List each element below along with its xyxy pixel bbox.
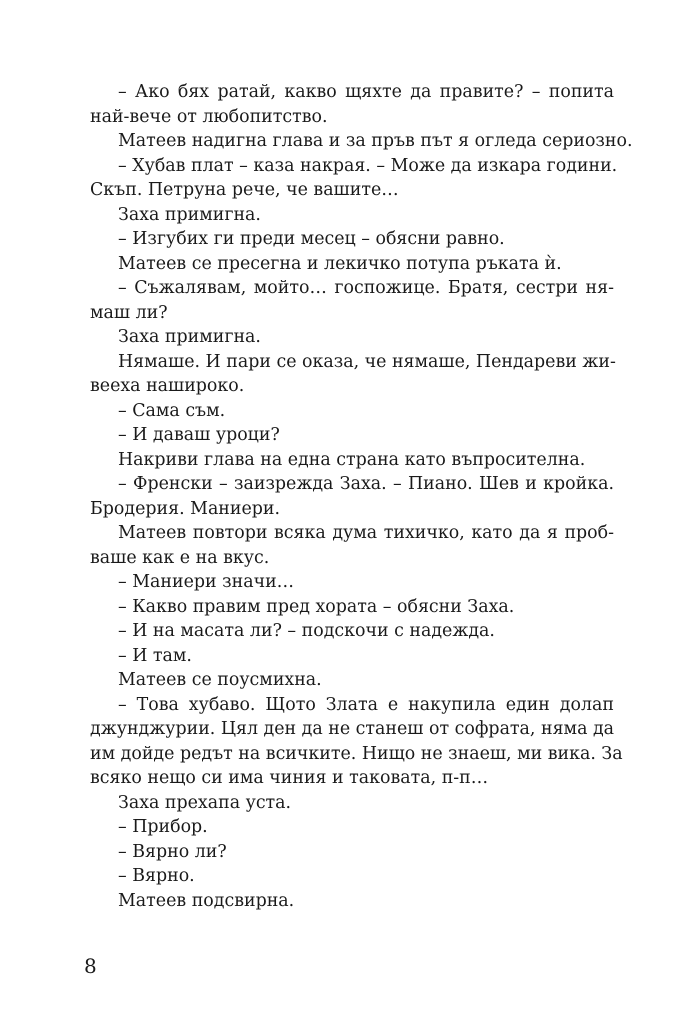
text-line: Нямаше. И пари се оказа, че нямаше, Пендареви жи- — [118, 351, 616, 372]
text-line: Матеев надигна глава и за пръв път я огледа сериозно. — [118, 131, 633, 151]
text-line: ваше как е на вкус. — [90, 547, 270, 568]
text-line: вееха нашироко. — [90, 376, 245, 396]
text-line: най-вече от любопитство. — [90, 106, 328, 127]
body-text — [90, 80, 633, 913]
text-line: Матеев се поусмихна. — [118, 670, 322, 690]
page-number: 8 — [84, 954, 97, 978]
text-line: Бродерия. Маниери. — [90, 498, 281, 519]
text-line: Накриви глава на една страна като въпросителна. — [118, 449, 586, 470]
text-line: – И там. — [118, 645, 192, 666]
text-line: – Хубав плат – каза накрая. – Може да изкара години. — [118, 155, 618, 176]
text-line: – Това хубаво. Щото Злата е накупила един долап — [118, 694, 614, 715]
text-line: – Сама съм. — [118, 400, 226, 421]
text-line: – Какво правим пред хората – обясни Заха. — [118, 596, 515, 617]
text-line: джунджурии. Цял ден да не станеш от софрата, няма да — [90, 719, 615, 739]
text-line: – И даваш уроци? — [118, 425, 280, 445]
text-line: им дойде редът на всичките. Нищо не знаеш, ми вика. За — [90, 743, 623, 764]
text-line: – Изгубих ги преди месец – обясни равно. — [118, 229, 505, 249]
text-line: – И на масата ли? – подскочи с надежда. — [118, 621, 495, 641]
text-line: – Вярно. — [118, 866, 195, 886]
text-line: Скъп. Петруна рече, че вашите… — [90, 180, 399, 200]
text-line: – Съжалявам, мойто… госпожице. Братя, сестри ня- — [118, 278, 614, 298]
text-line: Матеев повтори всяка дума тихичко, като да я проб- — [118, 523, 614, 543]
text-line: – Ако бях ратай, какво щяхте да правите? – попита — [118, 82, 614, 102]
text-line: маш ли? — [90, 302, 168, 323]
text-line: – Прибор. — [118, 817, 208, 837]
text-line: Матеев подсвирна. — [118, 890, 295, 911]
text-line: всяко нещо си има чиния и таковата, п-п… — [90, 768, 489, 788]
text-line: Заха примигна. — [118, 204, 261, 225]
text-line: – Вярно ли? — [118, 841, 227, 862]
text-line: Заха примигна. — [118, 327, 261, 347]
text-line: – Френски – заизрежда Заха. – Пиано. Шев и кройка. — [118, 474, 614, 494]
text-line: Заха прехапа уста. — [118, 792, 292, 813]
text-line: Матеев се пресегна и лекичко потупа ръката ѝ. — [118, 253, 562, 274]
text-line: – Маниери значи… — [118, 572, 295, 592]
